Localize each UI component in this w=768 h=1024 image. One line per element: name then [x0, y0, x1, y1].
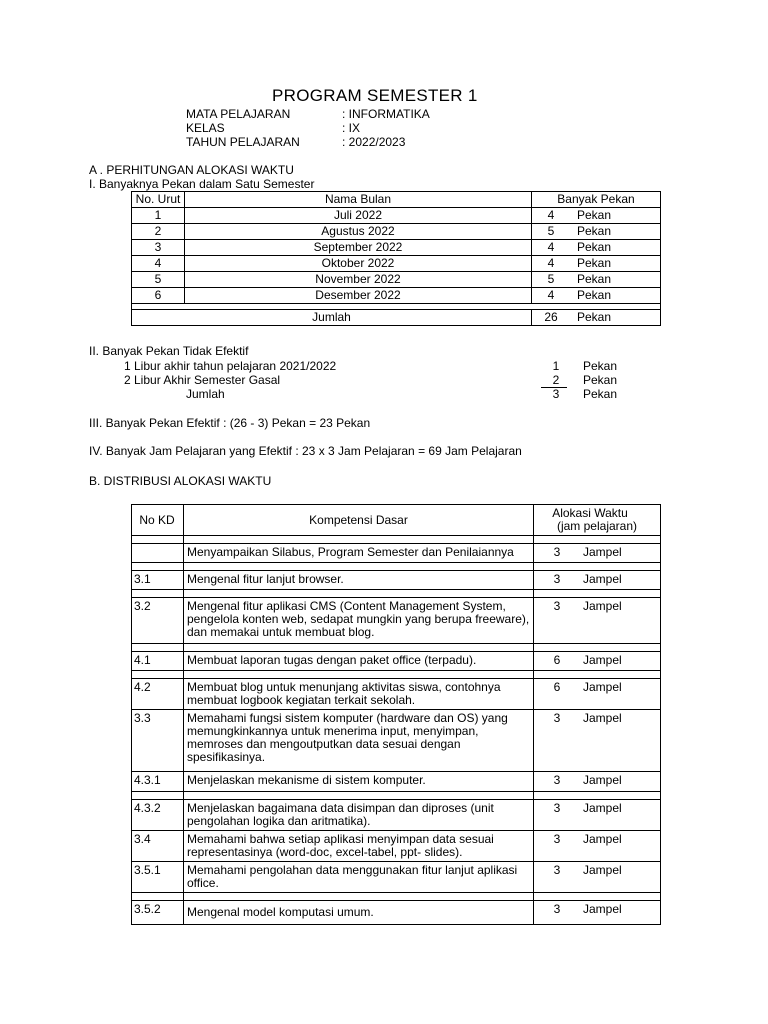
total-value: 26 — [544, 310, 558, 324]
total-pekan — [532, 310, 661, 326]
sub-iv-text: IV. Banyak Jam Pelajaran yang Efektif : 23 x 3 Jam Pelajaran = 69 Jam Pelajaran — [89, 444, 522, 458]
row-pekan — [532, 272, 661, 288]
table-row — [132, 772, 661, 792]
table-row — [132, 272, 661, 288]
kd-text: Memahami bahwa setiap aplikasi menyimpan data sesuai representasinya (word-doc, excel-tabel, ppt- slides). — [184, 831, 534, 862]
kd-text: Memahami fungsi sistem komputer (hardware dan OS) yang memungkinkannya untuk menerima input, menyimpan, memroses dan mengoutputkan data sesuai dengan spesifikasinya. — [184, 710, 534, 772]
kd-jampel — [534, 901, 661, 925]
jam-value: 3 — [553, 801, 561, 815]
table-spacer-row — [132, 644, 661, 652]
table-row — [132, 598, 661, 644]
header-no-kd: No KD — [132, 505, 184, 536]
pekan-unit: Pekan — [577, 288, 612, 302]
kd-text: Membuat blog untuk menunjang aktivitas siswa, contohnya membuat logbook kegiatan terkait sekolah. — [184, 679, 534, 710]
row-no: 2 — [132, 224, 185, 240]
ii-item-text: 1 Libur akhir tahun pelajaran 2021/2022 — [124, 359, 337, 373]
kd-no — [132, 544, 184, 563]
pekan-value: 4 — [547, 288, 555, 302]
row-pekan — [532, 240, 661, 256]
kd-no: 3.3 — [132, 710, 184, 772]
jam-unit: Jampel — [583, 653, 622, 667]
table-spacer-row — [132, 563, 661, 571]
section-a-heading: A . PERHITUNGAN ALOKASI WAKTU — [89, 163, 294, 177]
row-bulan: Desember 2022 — [185, 288, 532, 304]
spacer-cell — [132, 563, 184, 571]
kd-text: Menjelaskan mekanisme di sistem komputer. — [184, 772, 534, 792]
jam-unit: Jampel — [583, 572, 622, 586]
row-bulan: September 2022 — [185, 240, 532, 256]
ii-total-label: Jumlah — [186, 387, 225, 401]
row-pekan — [532, 224, 661, 240]
table-row — [132, 224, 661, 240]
spacer-cell — [534, 893, 661, 901]
jam-unit: Jampel — [583, 863, 622, 877]
ii-total-value: 3 — [552, 387, 560, 401]
kd-table — [131, 504, 661, 925]
ii-item-value: 1 — [552, 359, 560, 373]
info-label-mapel: MATA PELAJARAN — [186, 107, 291, 121]
table-spacer-row — [132, 792, 661, 800]
pekan-unit: Pekan — [577, 224, 612, 238]
info-value-kelas: : IX — [342, 121, 361, 135]
jam-value: 3 — [553, 545, 561, 559]
table-row — [132, 652, 661, 671]
table-spacer-row — [132, 536, 661, 544]
ii-item-unit: Pekan — [583, 373, 618, 387]
row-no: 4 — [132, 256, 185, 272]
kd-text: Menyampaikan Silabus, Program Semester dan Penilaiannya — [184, 544, 534, 563]
kd-jampel — [534, 571, 661, 590]
jam-unit: Jampel — [583, 711, 622, 725]
pekan-unit: Pekan — [577, 208, 612, 222]
spacer-cell — [132, 644, 184, 652]
kd-jampel — [534, 710, 661, 772]
spacer-cell — [132, 671, 184, 679]
spacer-cell — [534, 536, 661, 544]
jam-unit: Jampel — [583, 599, 622, 613]
kd-jampel — [534, 652, 661, 671]
header-nama-bulan: Nama Bulan — [185, 192, 532, 208]
jam-unit: Jampel — [583, 773, 622, 787]
table-row — [132, 710, 661, 772]
table-row — [132, 240, 661, 256]
table-row — [132, 571, 661, 590]
kd-jampel — [534, 598, 661, 644]
spacer-cell — [132, 536, 184, 544]
sub-i-heading: I. Banyaknya Pekan dalam Satu Semester — [89, 177, 315, 191]
kd-text: Menjelaskan bagaimana data disimpan dan diproses (unit pengolahan logika dan aritmatika). — [184, 800, 534, 831]
pekan-unit: Pekan — [577, 272, 612, 286]
header-banyak-pekan: Banyak Pekan — [532, 192, 661, 208]
jam-value: 3 — [553, 599, 561, 613]
row-pekan — [532, 208, 661, 224]
jam-unit: Jampel — [583, 680, 622, 694]
row-pekan — [532, 256, 661, 272]
spacer-cell — [534, 644, 661, 652]
row-pekan — [532, 288, 661, 304]
kd-jampel — [534, 831, 661, 862]
kd-no: 3.5.1 — [132, 862, 184, 893]
table-row — [132, 901, 661, 925]
jam-value: 3 — [553, 711, 561, 725]
spacer-cell — [184, 563, 534, 571]
spacer-cell — [534, 590, 661, 598]
spacer-cell — [184, 671, 534, 679]
row-bulan: Juli 2022 — [185, 208, 532, 224]
spacer-cell — [184, 792, 534, 800]
pekan-value: 4 — [547, 240, 555, 254]
spacer-cell — [534, 563, 661, 571]
table-spacer-row — [132, 590, 661, 598]
jam-unit: Jampel — [583, 545, 622, 559]
pekan-value: 4 — [547, 208, 555, 222]
table-row — [132, 679, 661, 710]
header-alokasi-line2: (jam pelajaran) — [556, 519, 638, 533]
table-row — [132, 800, 661, 831]
kd-jampel — [534, 800, 661, 831]
ii-item-unit: Pekan — [583, 359, 618, 373]
row-no: 1 — [132, 208, 185, 224]
ii-item-value: 2 — [552, 373, 560, 387]
kd-no: 4.2 — [132, 679, 184, 710]
kd-text: Mengenal model komputasi umum. — [184, 901, 534, 925]
total-unit: Pekan — [577, 310, 612, 324]
sub-iii-text: III. Banyak Pekan Efektif : (26 - 3) Pekan = 23 Pekan — [89, 416, 371, 430]
sub-ii-heading: II. Banyak Pekan Tidak Efektif — [89, 344, 249, 358]
table-spacer-row — [132, 893, 661, 901]
spacer-cell — [132, 792, 184, 800]
row-no: 3 — [132, 240, 185, 256]
jam-value: 3 — [553, 863, 561, 877]
jam-value: 3 — [553, 773, 561, 787]
header-alokasi-line1: Alokasi Waktu — [552, 506, 628, 520]
table-row — [132, 831, 661, 862]
table-row — [132, 208, 661, 224]
total-label: Jumlah — [132, 310, 532, 326]
table-row — [132, 544, 661, 563]
ii-total-unit: Pekan — [583, 387, 618, 401]
kd-jampel — [534, 862, 661, 893]
kd-no: 4.3.1 — [132, 772, 184, 792]
table-header-row — [132, 192, 661, 208]
kd-jampel — [534, 679, 661, 710]
pekan-unit: Pekan — [577, 256, 612, 270]
row-bulan: November 2022 — [185, 272, 532, 288]
spacer-cell — [132, 590, 184, 598]
kd-text: Mengenal fitur lanjut browser. — [184, 571, 534, 590]
info-value-tahun: : 2022/2023 — [342, 135, 406, 149]
jam-value: 6 — [553, 653, 561, 667]
jam-unit: Jampel — [583, 832, 622, 846]
page-title: PROGRAM SEMESTER 1 — [272, 86, 478, 105]
row-no: 5 — [132, 272, 185, 288]
pekan-value: 4 — [547, 256, 555, 270]
table-spacer-row — [132, 671, 661, 679]
spacer-cell — [184, 536, 534, 544]
table-total-row — [132, 310, 661, 326]
header-kompetensi: Kompetensi Dasar — [184, 505, 534, 536]
row-no: 6 — [132, 288, 185, 304]
info-label-tahun: TAHUN PELAJARAN — [186, 135, 300, 149]
kd-text: Mengenal fitur aplikasi CMS (Content Management System, pengelola konten web, sedapat mungkin yang berupa freeware), dan memakai untuk membuat blog. — [184, 598, 534, 644]
kd-jampel — [534, 772, 661, 792]
table-row — [132, 288, 661, 304]
kd-jampel — [534, 544, 661, 563]
ii-item-text: 2 Libur Akhir Semester Gasal — [124, 373, 281, 387]
info-label-kelas: KELAS — [186, 121, 225, 135]
pekan-value: 5 — [547, 272, 555, 286]
row-bulan: Oktober 2022 — [185, 256, 532, 272]
pekan-unit: Pekan — [577, 240, 612, 254]
jam-value: 3 — [553, 902, 561, 916]
kd-no: 3.1 — [132, 571, 184, 590]
table-row — [132, 256, 661, 272]
section-b-heading: B. DISTRIBUSI ALOKASI WAKTU — [89, 474, 272, 488]
table-row — [132, 862, 661, 893]
jam-value: 6 — [553, 680, 561, 694]
spacer-cell — [132, 893, 184, 901]
jam-value: 3 — [553, 572, 561, 586]
kd-no: 3.5.2 — [132, 901, 184, 925]
kd-no: 3.4 — [132, 831, 184, 862]
spacer-cell — [534, 792, 661, 800]
header-no-urut: No. Urut — [132, 192, 185, 208]
spacer-cell — [184, 893, 534, 901]
spacer-cell — [184, 590, 534, 598]
spacer-cell — [184, 644, 534, 652]
kd-no: 4.3.2 — [132, 800, 184, 831]
row-bulan: Agustus 2022 — [185, 224, 532, 240]
pekan-value: 5 — [547, 224, 555, 238]
weeks-table — [131, 191, 661, 326]
info-value-mapel: : INFORMATIKA — [342, 107, 430, 121]
kd-no: 3.2 — [132, 598, 184, 644]
jam-value: 3 — [553, 832, 561, 846]
table-header-row — [132, 505, 661, 536]
kd-text: Memahami pengolahan data menggunakan fitur lanjut aplikasi office. — [184, 862, 534, 893]
header-alokasi — [534, 505, 661, 536]
jam-unit: Jampel — [583, 801, 622, 815]
jam-unit: Jampel — [583, 902, 622, 916]
kd-text: Membuat laporan tugas dengan paket office (terpadu). — [184, 652, 534, 671]
spacer-cell — [534, 671, 661, 679]
kd-no: 4.1 — [132, 652, 184, 671]
